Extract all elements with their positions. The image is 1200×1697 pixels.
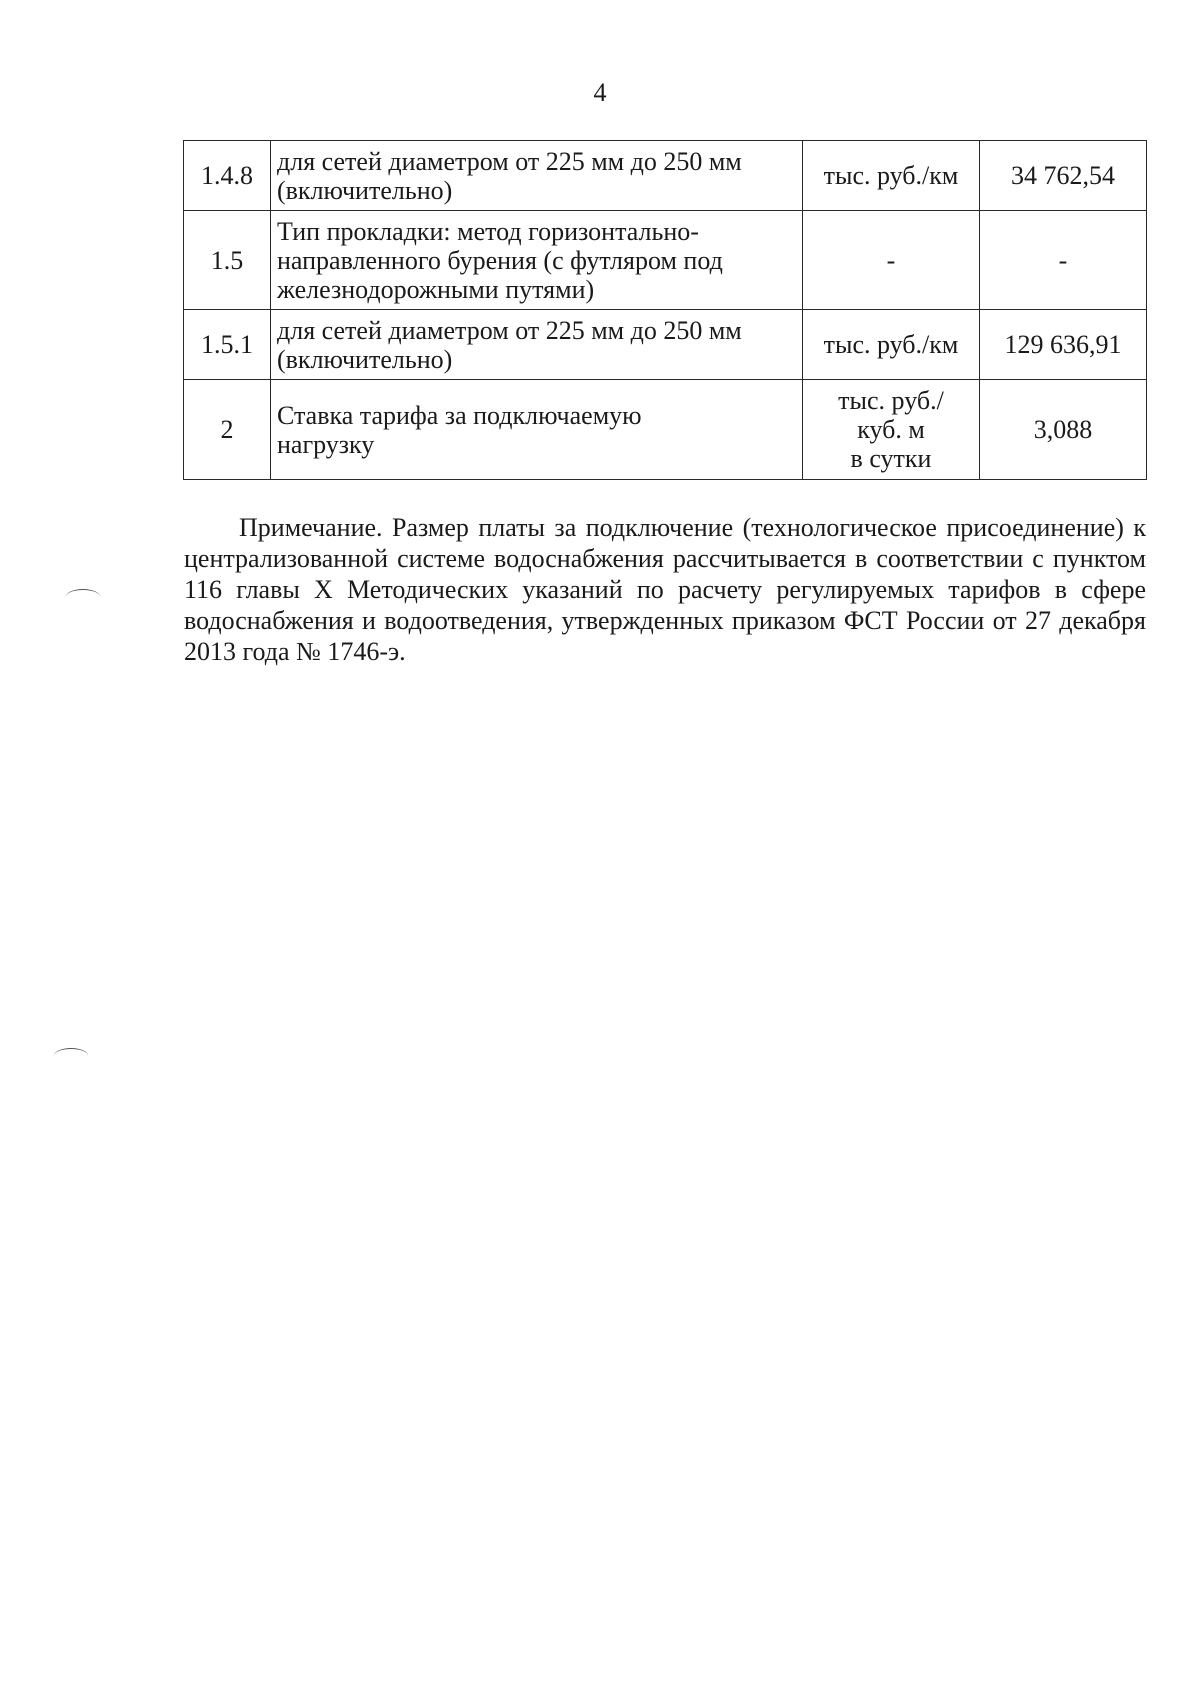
table-row [184,310,1147,380]
row-unit-cell: тыс. руб./км [803,141,980,211]
row-value-cell: 3,088 [980,380,1147,480]
row-unit-cell: - [803,211,980,310]
scan-artifact-mark [66,589,100,604]
row-value-cell: - [980,211,1147,310]
table-row [184,380,1147,480]
row-name-cell: для сетей диаметром от 225 мм до 250 мм (включительно) [271,141,803,211]
row-value-cell: 129 636,91 [980,310,1147,380]
row-number-cell: 1.4.8 [184,141,271,211]
scan-artifact-mark [54,1048,88,1063]
table-row [184,211,1147,310]
row-name-cell: для сетей диаметром от 225 мм до 250 мм (включительно) [271,310,803,380]
row-value-cell: 34 762,54 [980,141,1147,211]
row-number-cell: 1.5.1 [184,310,271,380]
row-unit-cell: тыс. руб./км [803,310,980,380]
page-number: 4 [593,78,607,107]
row-number-cell: 1.5 [184,211,271,310]
table-row [184,141,1147,211]
row-number-cell: 2 [184,380,271,480]
row-unit-cell: тыс. руб./ куб. м в сутки [803,380,980,480]
tariff-table [183,140,1147,480]
row-name-cell: Ставка тарифа за подключаемую нагрузку [271,380,803,480]
row-name-cell: Тип прокладки: метод горизонтально- направленного бурения (с футляром под железнодорожными путями) [271,211,803,310]
note-paragraph: Примечание. Размер платы за подключение (технологическое присоединение) к централизованной системе водоснабжения рассчитывается в соответствии с пунктом 116 главы X Методических указаний по расчету регулируемых тарифов в сфере водоснабжения и водоотведения, утвержденных приказом ФСТ России от 27 декабря 2013 года № 1746-э. [184,513,1146,666]
